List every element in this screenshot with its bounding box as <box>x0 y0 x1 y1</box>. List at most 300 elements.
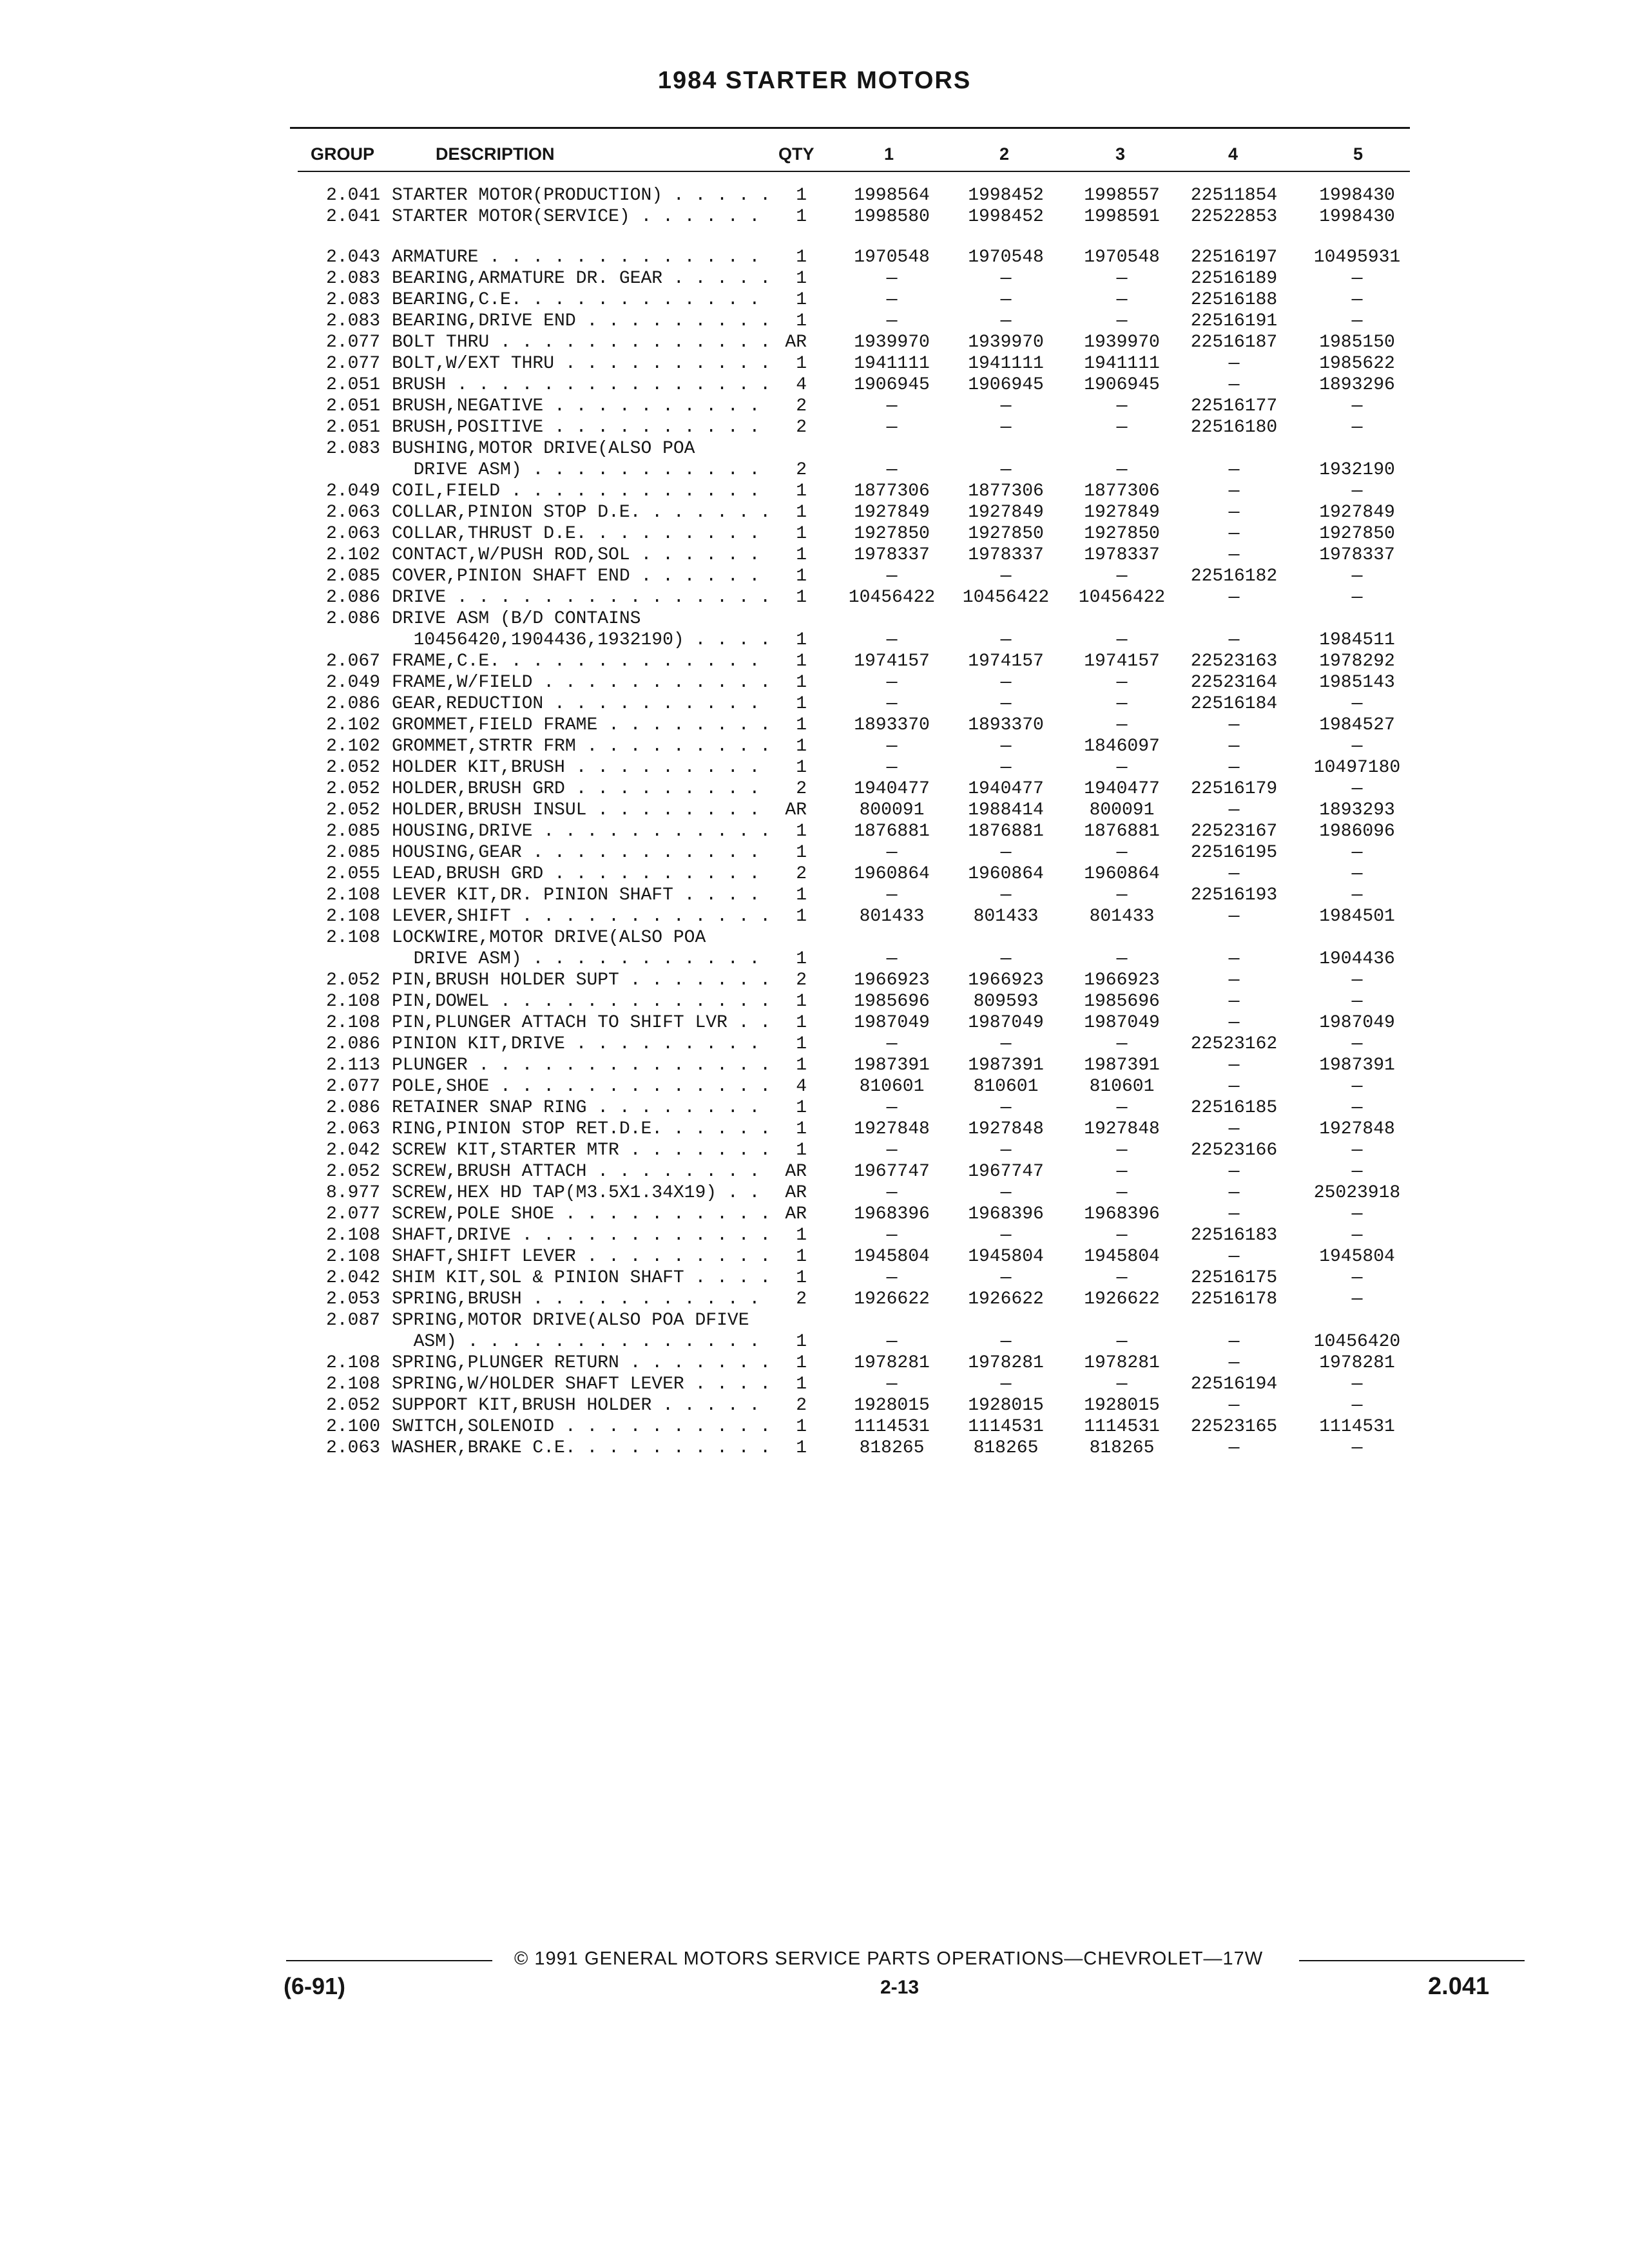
part-number-col-2: 1906945 <box>968 375 1044 395</box>
table-row <box>0 906 1629 928</box>
part-number-col-3: — <box>1116 396 1128 416</box>
group-cell: 2.067 <box>325 651 380 671</box>
qty-cell: 1 <box>771 523 807 545</box>
part-number-col-1: — <box>886 396 898 416</box>
table-row <box>0 247 1629 269</box>
qty-cell: 1 <box>771 481 807 503</box>
part-number-col-3: 1939970 <box>1084 332 1160 352</box>
group-cell: 2.052 <box>325 970 380 990</box>
group-cell: 2.053 <box>325 1289 380 1309</box>
table-row <box>0 778 1629 800</box>
part-number-col-3: 1998557 <box>1084 186 1160 206</box>
part-number-col-1: — <box>886 673 898 693</box>
group-cell: 2.086 <box>325 1034 380 1054</box>
part-number-col-2: — <box>1000 1268 1012 1288</box>
description-cell: GEAR,REDUCTION . . . <box>392 693 804 715</box>
description-cell: STARTER MOTOR(SERVICE) . . . <box>392 206 804 228</box>
group-cell: 2.052 <box>325 1396 380 1416</box>
part-number-col-4: 22516191 <box>1190 311 1278 331</box>
description-cell: GROMMET,FIELD FRAME . . . <box>392 715 804 736</box>
part-number-col-5: — <box>1351 864 1363 884</box>
qty-cell: 2 <box>771 970 807 992</box>
table-row <box>0 396 1629 418</box>
part-number-col-5: 10456420 <box>1313 1332 1401 1352</box>
table-row <box>0 206 1629 228</box>
group-cell: 2.108 <box>325 885 380 905</box>
part-number-col-1: 1906945 <box>854 375 930 395</box>
group-cell: 2.077 <box>325 354 380 374</box>
part-number-col-3: 1927849 <box>1084 503 1160 523</box>
part-number-col-1: — <box>886 1225 898 1245</box>
qty-cell: 1 <box>771 206 807 228</box>
part-number-col-1: 1927850 <box>854 524 930 544</box>
group-cell: 2.108 <box>325 1013 380 1033</box>
part-number-col-1: 801433 <box>859 907 925 927</box>
part-number-col-2: 1998452 <box>968 186 1044 206</box>
part-number-col-1: 1967747 <box>854 1162 930 1182</box>
part-number-col-3: — <box>1116 885 1128 905</box>
part-number-col-1: — <box>886 949 898 969</box>
part-number-col-4: — <box>1228 970 1240 990</box>
part-number-col-2: — <box>1000 758 1012 778</box>
part-number-col-3: — <box>1116 1098 1128 1118</box>
group-cell: 2.108 <box>325 1225 380 1245</box>
part-number-col-1: — <box>886 311 898 331</box>
description-cell: LEVER,SHIFT . . . <box>392 906 804 928</box>
qty-cell: AR <box>771 1182 807 1204</box>
description-cell: COVER,PINION SHAFT END . . . <box>392 566 804 588</box>
part-number-col-1: 1966923 <box>854 970 930 990</box>
part-number-col-1: — <box>886 460 898 480</box>
part-number-col-4: — <box>1228 758 1240 778</box>
part-number-col-1: 1978281 <box>854 1353 930 1373</box>
part-number-col-3: 1940477 <box>1084 779 1160 799</box>
part-number-col-2: 1988414 <box>968 800 1044 820</box>
description-cell: PINION KIT,DRIVE . . . <box>392 1033 804 1055</box>
part-number-col-5: — <box>1351 1034 1363 1054</box>
part-number-col-5: 1987391 <box>1319 1055 1395 1075</box>
part-number-col-1: — <box>886 290 898 310</box>
table-row <box>0 608 1629 630</box>
qty-cell: 1 <box>771 1246 807 1268</box>
qty-cell: 1 <box>771 1012 807 1034</box>
qty-cell: 1 <box>771 1437 807 1459</box>
group-cell: 2.085 <box>325 822 380 841</box>
top-rule <box>290 127 1410 129</box>
qty-cell: 2 <box>771 459 807 481</box>
part-number-col-3: — <box>1116 1162 1128 1182</box>
qty-cell: AR <box>771 800 807 822</box>
table-row <box>0 268 1629 290</box>
part-number-col-2: 1987391 <box>968 1055 1044 1075</box>
part-number-col-5: 1978292 <box>1319 651 1395 671</box>
part-number-col-3: — <box>1116 694 1128 714</box>
qty-cell: 2 <box>771 1289 807 1311</box>
header-col-1: 1 <box>884 144 894 164</box>
part-number-col-3: — <box>1116 290 1128 310</box>
part-number-col-3: 1846097 <box>1084 736 1160 756</box>
group-cell: 2.063 <box>325 524 380 544</box>
section-number: 2.041 <box>1428 1973 1490 2000</box>
part-number-col-1: 1927849 <box>854 503 930 523</box>
part-number-col-2: — <box>1000 396 1012 416</box>
part-number-col-2: — <box>1000 1183 1012 1203</box>
description-cell: LOCKWIRE,MOTOR DRIVE(ALSO POA <box>392 928 706 948</box>
part-number-col-2: 1940477 <box>968 779 1044 799</box>
qty-cell: 2 <box>771 1395 807 1417</box>
description-cell: COIL,FIELD . . . <box>392 481 804 503</box>
part-number-col-1: 1968396 <box>854 1204 930 1224</box>
table-row <box>0 459 1629 481</box>
part-number-col-5: 1978281 <box>1319 1353 1395 1373</box>
group-cell: 2.077 <box>325 1204 380 1224</box>
qty-cell: 2 <box>771 417 807 439</box>
group-cell: 2.063 <box>325 1438 380 1458</box>
description-cell: BRUSH . . . <box>392 374 804 396</box>
part-number-col-3: 1906945 <box>1084 375 1160 395</box>
part-number-col-2: 1877306 <box>968 481 1044 501</box>
part-number-col-2: — <box>1000 269 1012 289</box>
part-number-col-4: — <box>1228 800 1240 820</box>
description-cell: COLLAR,PINION STOP D.E. . . . <box>392 502 804 524</box>
part-number-col-2: 1978337 <box>968 545 1044 565</box>
part-number-col-3: — <box>1116 673 1128 693</box>
description-cell: PIN,DOWEL . . . <box>392 991 804 1013</box>
part-number-col-2: 1114531 <box>968 1417 1044 1437</box>
group-cell: 2.108 <box>325 907 380 927</box>
part-number-col-5: 1985143 <box>1319 673 1395 693</box>
part-number-col-1: — <box>886 1098 898 1118</box>
part-number-col-3: 1978337 <box>1084 545 1160 565</box>
qty-cell: 1 <box>771 311 807 332</box>
part-number-col-5: 10495931 <box>1313 247 1401 267</box>
qty-cell: 1 <box>771 1055 807 1077</box>
group-cell: 2.052 <box>325 800 380 820</box>
group-cell: 2.052 <box>325 758 380 778</box>
part-number-col-5: — <box>1351 588 1363 608</box>
qty-cell: 1 <box>771 566 807 588</box>
qty-cell: 1 <box>771 842 807 864</box>
part-number-col-1: — <box>886 1268 898 1288</box>
part-number-col-2: — <box>1000 694 1012 714</box>
table-row <box>0 991 1629 1013</box>
part-number-col-4: — <box>1228 481 1240 501</box>
part-number-col-1: 1960864 <box>854 864 930 884</box>
group-cell: 2.063 <box>325 503 380 523</box>
part-number-col-5: — <box>1351 396 1363 416</box>
part-number-col-4: — <box>1228 375 1240 395</box>
description-cell: FRAME,C.E. . . . <box>392 651 804 673</box>
qty-cell: 1 <box>771 1331 807 1353</box>
description-cell: SWITCH,SOLENOID . . . <box>392 1416 804 1438</box>
table-row <box>0 1182 1629 1204</box>
description-cell: WASHER,BRAKE C.E. . . . <box>392 1437 804 1459</box>
part-number-col-5: 1893296 <box>1319 375 1395 395</box>
description-cell: HOUSING,GEAR . . . <box>392 842 804 864</box>
part-number-col-2: 1966923 <box>968 970 1044 990</box>
part-number-col-2: 1927848 <box>968 1119 1044 1139</box>
part-number-col-2: — <box>1000 1098 1012 1118</box>
part-number-col-4: — <box>1228 1055 1240 1075</box>
part-number-col-5: — <box>1351 970 1363 990</box>
table-row <box>0 1033 1629 1055</box>
description-cell: SCREW,HEX HD TAP(M3.5X1.34X19) . . . <box>392 1182 804 1204</box>
part-number-col-4: — <box>1228 1396 1240 1416</box>
part-number-col-2: 1987049 <box>968 1013 1044 1033</box>
part-number-col-1: 1893370 <box>854 715 930 735</box>
date-code: (6-91) <box>284 1973 346 1999</box>
part-number-col-2: 1967747 <box>968 1162 1044 1182</box>
part-number-col-1: 1987391 <box>854 1055 930 1075</box>
table-row <box>0 481 1629 503</box>
table-row <box>0 672 1629 694</box>
part-number-col-1: 1945804 <box>854 1247 930 1267</box>
part-number-col-4: 22516194 <box>1190 1374 1278 1394</box>
part-number-col-3: 1927848 <box>1084 1119 1160 1139</box>
part-number-col-1: 1974157 <box>854 651 930 671</box>
part-number-col-3: 800091 <box>1089 800 1155 820</box>
part-number-col-5: — <box>1351 311 1363 331</box>
part-number-col-3: 1968396 <box>1084 1204 1160 1224</box>
part-number-col-2: — <box>1000 290 1012 310</box>
part-number-col-3: — <box>1116 1140 1128 1160</box>
qty-cell: 1 <box>771 715 807 736</box>
description-cell: GROMMET,STRTR FRM . . . <box>392 736 804 758</box>
part-number-col-1: 1940477 <box>854 779 930 799</box>
group-cell: 2.100 <box>325 1417 380 1437</box>
part-number-col-2: — <box>1000 673 1012 693</box>
group-cell: 2.086 <box>325 609 380 629</box>
part-number-col-5: 25023918 <box>1313 1183 1401 1203</box>
part-number-col-3: — <box>1116 1183 1128 1203</box>
part-number-col-4: — <box>1228 1332 1240 1352</box>
qty-cell: 1 <box>771 1033 807 1055</box>
qty-cell: 4 <box>771 1076 807 1098</box>
part-number-col-2: 1968396 <box>968 1204 1044 1224</box>
table-row <box>0 800 1629 822</box>
part-number-col-5: — <box>1351 1225 1363 1245</box>
table-row <box>0 332 1629 354</box>
description-cell: SPRING,PLUNGER RETURN . . . <box>392 1352 804 1374</box>
qty-cell: 1 <box>771 1097 807 1119</box>
part-number-col-3: 1927850 <box>1084 524 1160 544</box>
part-number-col-3: 1945804 <box>1084 1247 1160 1267</box>
part-number-col-4: — <box>1228 1247 1240 1267</box>
table-row <box>0 1352 1629 1374</box>
description-cell: HOLDER,BRUSH GRD . . . <box>392 778 804 800</box>
group-cell: 2.108 <box>325 1374 380 1394</box>
table-row <box>0 1267 1629 1289</box>
qty-cell: 1 <box>771 587 807 609</box>
part-number-col-4: — <box>1228 949 1240 969</box>
qty-cell: 1 <box>771 948 807 970</box>
part-number-col-1: 1941111 <box>854 354 930 374</box>
part-number-col-4: 22516195 <box>1190 843 1278 863</box>
part-number-col-2: 1978281 <box>968 1353 1044 1373</box>
part-number-col-4: 22523164 <box>1190 673 1278 693</box>
part-number-col-4: 22516188 <box>1190 290 1278 310</box>
part-number-col-4: — <box>1228 715 1240 735</box>
description-cell: PIN,BRUSH HOLDER SUPT . . . <box>392 970 804 992</box>
part-number-col-5: — <box>1351 290 1363 310</box>
header-col-2: 2 <box>999 144 1010 164</box>
table-row <box>0 948 1629 970</box>
group-cell: 2.102 <box>325 545 380 565</box>
description-cell: PIN,PLUNGER ATTACH TO SHIFT LVR . . . <box>392 1012 804 1034</box>
part-number-col-5: — <box>1351 1204 1363 1224</box>
qty-cell: 4 <box>771 374 807 396</box>
description-cell: RETAINER SNAP RING . . . <box>392 1097 804 1119</box>
part-number-col-4: — <box>1228 524 1240 544</box>
description-cell: RING,PINION STOP RET.D.E. . . . <box>392 1119 804 1140</box>
part-number-col-4: 22516180 <box>1190 418 1278 437</box>
part-number-col-3: 1114531 <box>1084 1417 1160 1437</box>
qty-cell: 1 <box>771 991 807 1013</box>
part-number-col-1: 1926622 <box>854 1289 930 1309</box>
part-number-col-4: — <box>1228 1162 1240 1182</box>
group-cell: 2.086 <box>325 1098 380 1118</box>
part-number-col-1: 1987049 <box>854 1013 930 1033</box>
part-number-col-1: — <box>886 758 898 778</box>
table-row <box>0 736 1629 758</box>
group-cell: 2.052 <box>325 779 380 799</box>
part-number-col-5: 1984527 <box>1319 715 1395 735</box>
part-number-col-3: — <box>1116 460 1128 480</box>
part-number-col-2: — <box>1000 1034 1012 1054</box>
part-number-col-5: — <box>1351 418 1363 437</box>
part-number-col-2: — <box>1000 418 1012 437</box>
description-cell: SCREW,POLE SHOE . . . <box>392 1204 804 1225</box>
page-number: 2-13 <box>880 1977 920 1998</box>
part-number-col-2: — <box>1000 736 1012 756</box>
group-cell: 2.108 <box>325 992 380 1012</box>
part-number-col-5: — <box>1351 1077 1363 1097</box>
qty-cell: 1 <box>771 247 807 269</box>
part-number-col-3: 1966923 <box>1084 970 1160 990</box>
part-number-col-5: — <box>1351 736 1363 756</box>
part-number-col-4: 22516178 <box>1190 1289 1278 1309</box>
description-cell: BEARING,C.E. . . . <box>392 289 804 311</box>
part-number-col-2: — <box>1000 1140 1012 1160</box>
qty-cell: 1 <box>771 906 807 928</box>
qty-cell: 2 <box>771 396 807 418</box>
table-row <box>0 863 1629 885</box>
part-number-col-5: 1114531 <box>1319 1417 1395 1437</box>
part-number-col-5: 1985150 <box>1319 332 1395 352</box>
part-number-col-3: 1877306 <box>1084 481 1160 501</box>
group-cell: 2.077 <box>325 332 380 352</box>
description-cell: DRIVE ASM) . . . <box>392 948 804 970</box>
group-cell: 2.108 <box>325 1353 380 1373</box>
part-number-col-4: — <box>1228 992 1240 1012</box>
part-number-col-4: 22523163 <box>1190 651 1278 671</box>
part-number-col-3: — <box>1116 1332 1128 1352</box>
table-row <box>0 1437 1629 1459</box>
part-number-col-4: 22516179 <box>1190 779 1278 799</box>
table-row <box>0 1395 1629 1417</box>
table-row <box>0 1140 1629 1162</box>
part-number-col-2: — <box>1000 1332 1012 1352</box>
group-cell: 2.083 <box>325 269 380 289</box>
table-row <box>0 1331 1629 1353</box>
part-number-col-5: — <box>1351 694 1363 714</box>
description-cell: DRIVE ASM (B/D CONTAINS <box>392 609 641 629</box>
part-number-col-1: 1928015 <box>854 1396 930 1416</box>
part-number-col-2: 1970548 <box>968 247 1044 267</box>
part-number-col-2: 10456422 <box>962 588 1050 608</box>
header-rule <box>298 171 1410 172</box>
qty-cell: 1 <box>771 502 807 524</box>
part-number-col-1: 800091 <box>859 800 925 820</box>
part-number-col-1: — <box>886 736 898 756</box>
part-number-col-2: — <box>1000 843 1012 863</box>
part-number-col-5: — <box>1351 1374 1363 1394</box>
part-number-col-4: 22516177 <box>1190 396 1278 416</box>
part-number-col-5: — <box>1351 1438 1363 1458</box>
group-cell: 2.041 <box>325 186 380 206</box>
description-cell: STARTER MOTOR(PRODUCTION) . . . <box>392 185 804 207</box>
table-row <box>0 1246 1629 1268</box>
part-number-col-4: 22516183 <box>1190 1225 1278 1245</box>
part-number-col-4: — <box>1228 545 1240 565</box>
part-number-col-3: — <box>1116 843 1128 863</box>
part-number-col-1: 1939970 <box>854 332 930 352</box>
description-cell: SPRING,BRUSH . . . <box>392 1289 804 1311</box>
part-number-col-4: — <box>1228 1183 1240 1203</box>
part-number-col-2: 1926622 <box>968 1289 1044 1309</box>
table-row <box>0 927 1629 949</box>
part-number-col-5: 1927848 <box>1319 1119 1395 1139</box>
part-number-col-4: — <box>1228 1438 1240 1458</box>
description-cell: SUPPORT KIT,BRUSH HOLDER . . . <box>392 1395 804 1417</box>
part-number-col-3: 1987391 <box>1084 1055 1160 1075</box>
header-col-4: 4 <box>1228 144 1239 164</box>
part-number-col-2: 1945804 <box>968 1247 1044 1267</box>
qty-cell: 1 <box>771 268 807 290</box>
part-number-col-2: — <box>1000 949 1012 969</box>
part-number-col-1: — <box>886 418 898 437</box>
part-number-col-2: 1928015 <box>968 1396 1044 1416</box>
part-number-col-5: — <box>1351 779 1363 799</box>
part-number-col-4: 22523162 <box>1190 1034 1278 1054</box>
description-cell: LEAD,BRUSH GRD . . . <box>392 863 804 885</box>
table-row <box>0 842 1629 864</box>
part-number-col-3: 1974157 <box>1084 651 1160 671</box>
qty-cell: 1 <box>771 693 807 715</box>
part-number-col-4: 22516175 <box>1190 1268 1278 1288</box>
qty-cell: 1 <box>771 1416 807 1438</box>
part-number-col-3: — <box>1116 1225 1128 1245</box>
part-number-col-3: 801433 <box>1089 907 1155 927</box>
group-cell: 2.102 <box>325 736 380 756</box>
table-row <box>0 1161 1629 1183</box>
table-row <box>0 715 1629 736</box>
part-number-col-4: — <box>1228 630 1240 650</box>
part-number-col-1: — <box>886 1140 898 1160</box>
part-number-col-4: — <box>1228 736 1240 756</box>
part-number-col-3: 1928015 <box>1084 1396 1160 1416</box>
table-row <box>0 970 1629 992</box>
part-number-col-5: 1987049 <box>1319 1013 1395 1033</box>
group-cell: 8.977 <box>325 1183 380 1203</box>
table-row <box>0 566 1629 588</box>
part-number-col-1: — <box>886 1034 898 1054</box>
part-number-col-4: 22516182 <box>1190 566 1278 586</box>
table-row <box>0 757 1629 779</box>
qty-cell: 2 <box>771 778 807 800</box>
part-number-col-2: — <box>1000 630 1012 650</box>
part-number-col-3: 1941111 <box>1084 354 1160 374</box>
